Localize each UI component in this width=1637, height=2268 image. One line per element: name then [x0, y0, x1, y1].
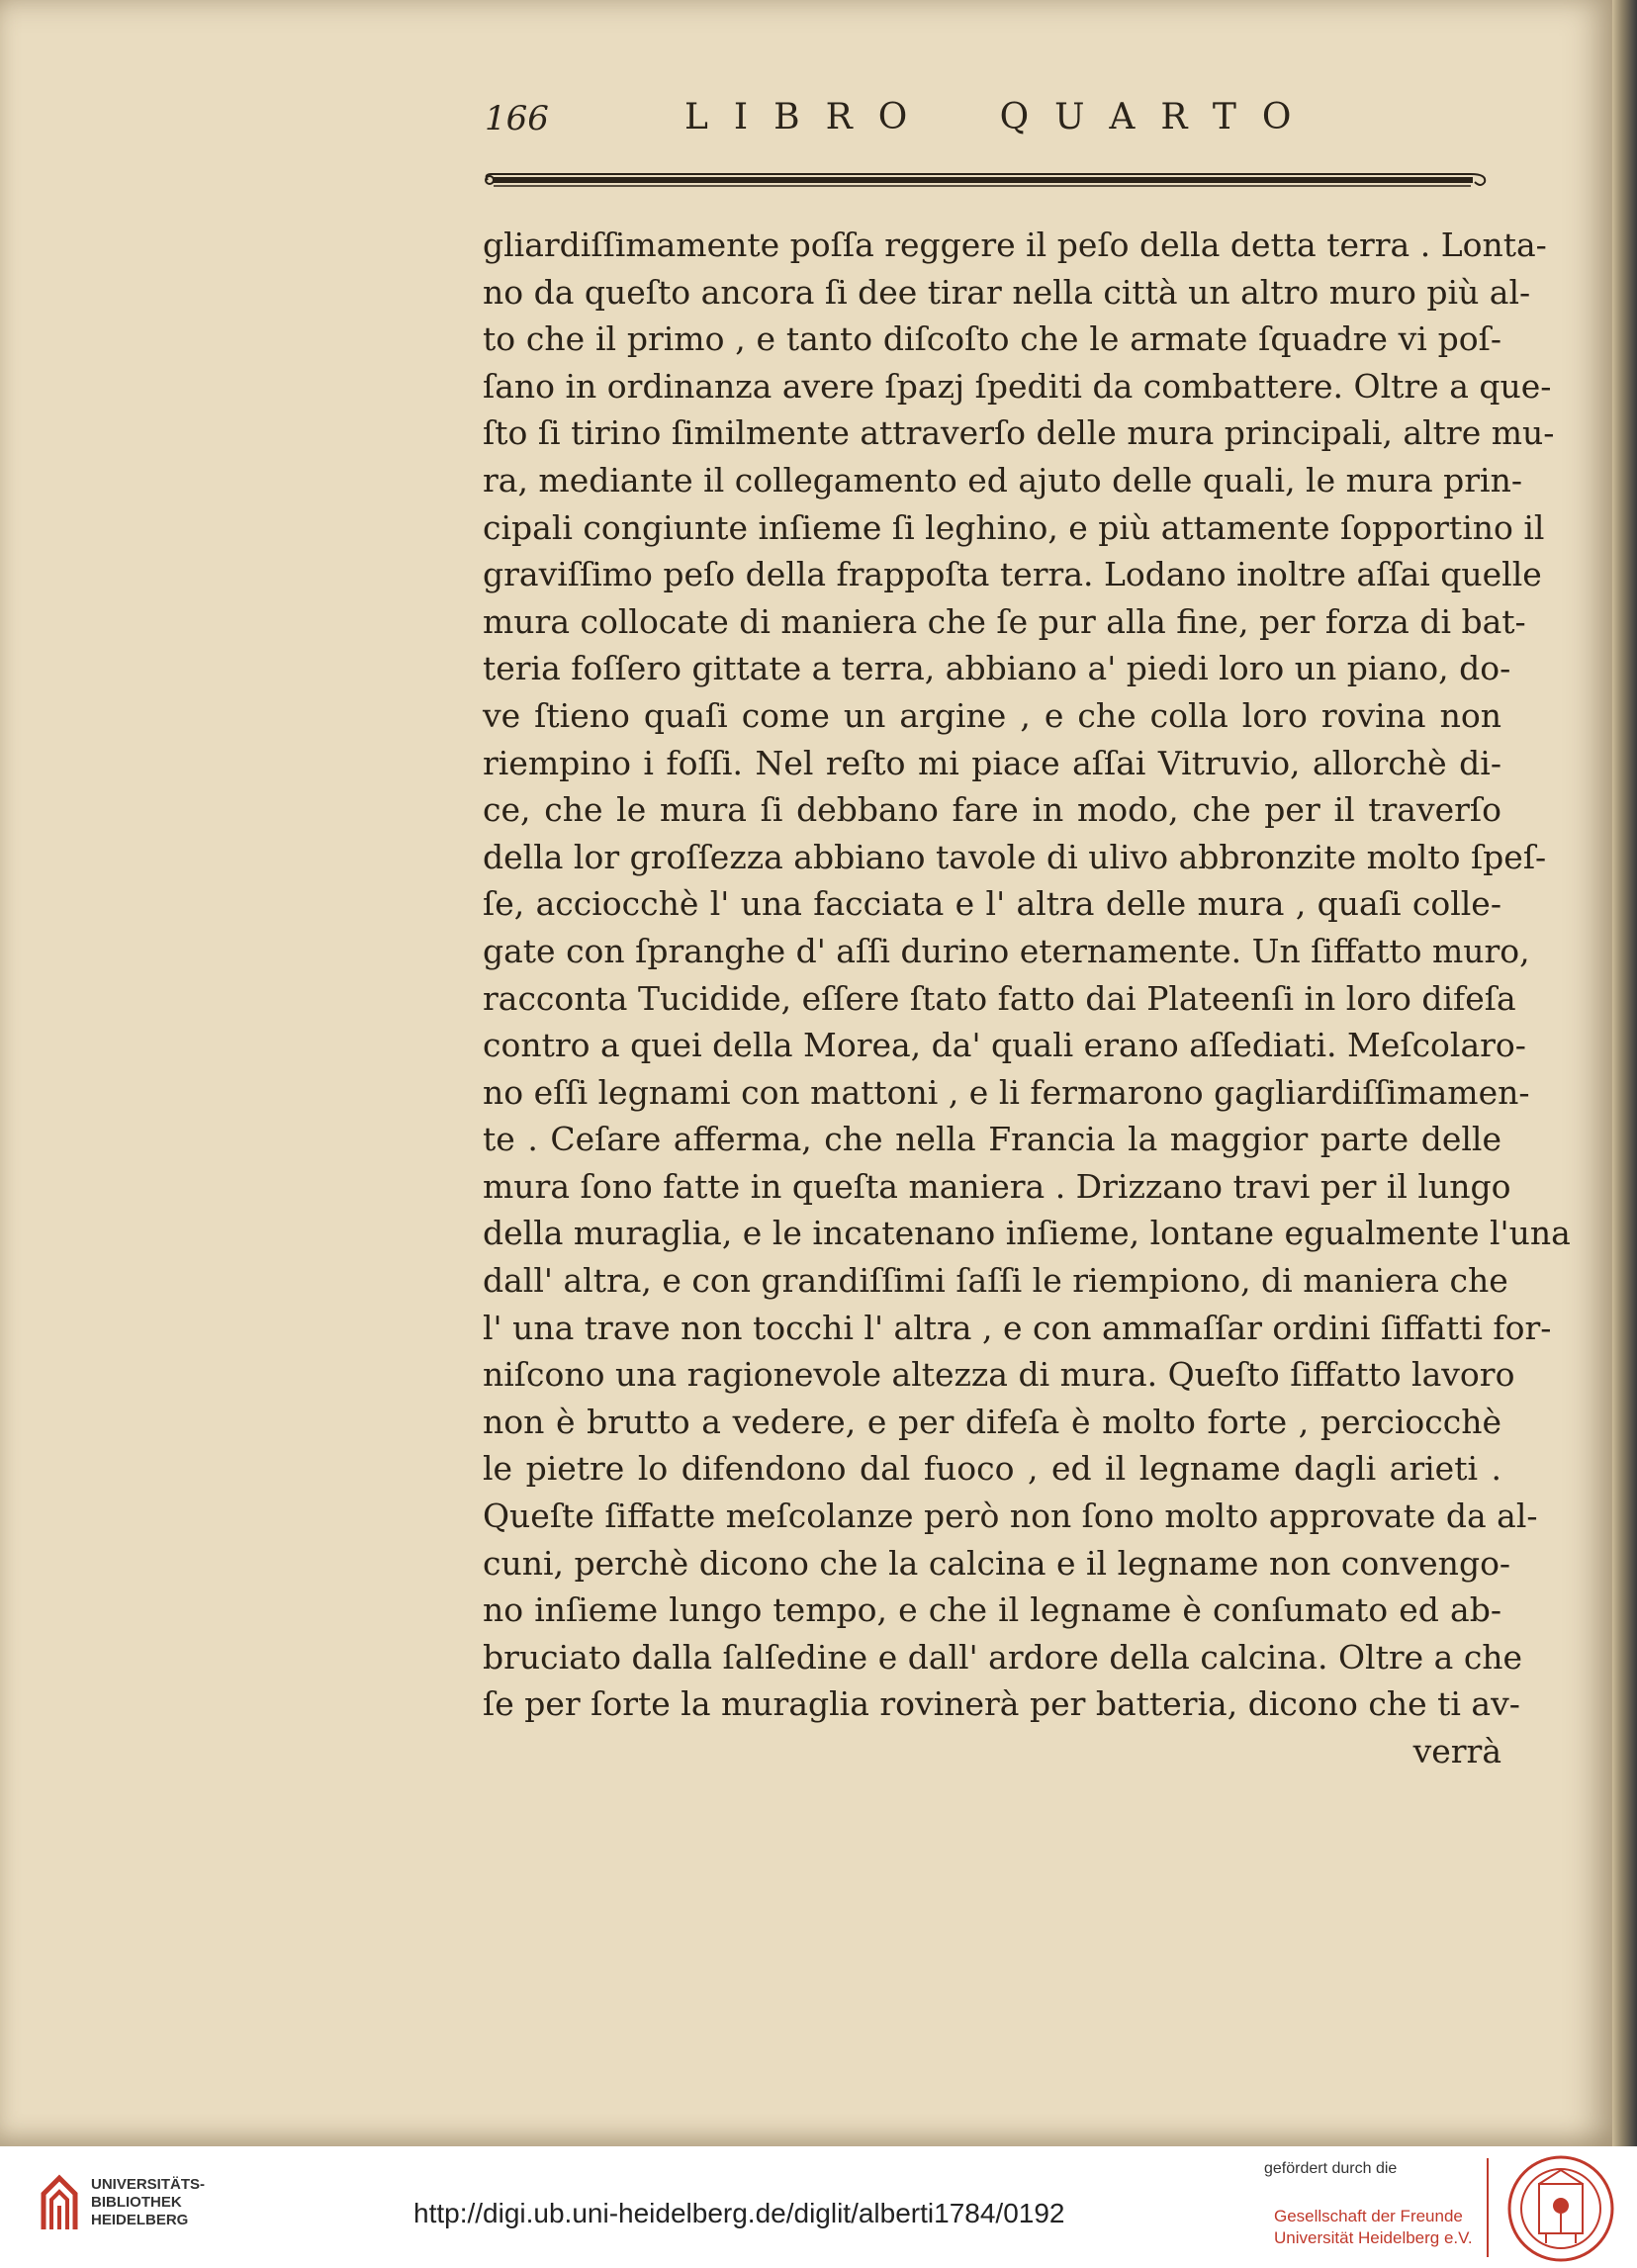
running-title: LIBRO QUARTO [684, 97, 1318, 137]
permalink-url[interactable]: http://digi.ub.uni-heidelberg.de/diglit/alberti1784/0192 [413, 2198, 1065, 2228]
text-line: no eſſi legnami con mattoni , e li fermarono gagliardiſſimamen- [483, 1072, 1530, 1112]
text-line: teria foſſero gittate a terra, abbiano a' piedi loro un piano, do- [483, 649, 1511, 688]
footer-divider [1487, 2158, 1489, 2257]
text-line: cipali congiunte inſieme ſi leghino, e più attamente ſopportino il [483, 507, 1545, 547]
text-line: ra, mediante il collegamento ed ajuto delle quali, le mura prin- [483, 460, 1522, 499]
text-line: te . Ceſare afferma, che nella Francia la maggior parte delle [483, 1120, 1501, 1159]
text-line: niſcono una ragionevole altezza di mura. Queſto ſiffatto lavoro [483, 1355, 1515, 1395]
text-line: Queſte ſiffatte meſcolanze però non ſono molto approvate da al- [483, 1497, 1538, 1536]
text-line: graviſſimo peſo della frappoſta terra. Lodano inoltre aſſai quelle [483, 555, 1542, 594]
university-seal-icon [1506, 2154, 1615, 2263]
text-line: non è brutto a vedere, e per difeſa è molto forte , perciocchè [483, 1402, 1501, 1441]
text-line: riempino i foſſi. Nel reſto mi piace aſſai Vitruvio, allorchè di- [483, 743, 1501, 782]
sponsor-label: gefördert durch die [1264, 2160, 1398, 2177]
university-library-logo-icon [40, 2174, 81, 2233]
text-line: ve ſtieno quaſi come un argine , e che colla loro rovina non [483, 695, 1501, 735]
sponsor-name [1274, 2206, 1473, 2249]
text-line: dall' altra, e con grandiſſimi ſaſſi le riempiono, di maniera che [483, 1261, 1508, 1301]
page-edge [1612, 0, 1637, 2146]
text-line: cuni, perchè dicono che la calcina e il legname non convengo- [483, 1543, 1511, 1583]
library-name [91, 2176, 205, 2229]
text-line: bruciato dalla ſalſedine e dall' ardore della calcina. Oltre a che [483, 1637, 1523, 1677]
library-name-line: BIBLIOTHEK [91, 2194, 182, 2211]
text-line: to che il primo , e tanto diſcoſto che le armate ſquadre vi poſ- [483, 319, 1501, 359]
page-header [475, 91, 1503, 150]
library-name-line: UNIVERSITÄTS- [91, 2176, 206, 2193]
library-name-line: HEIDELBERG [91, 2212, 189, 2228]
text-line: le pietre lo difendono dal fuoco , ed il legname dagli arieti . [483, 1449, 1501, 1489]
text-line: ſto ſi tirino ſimilmente attraverſo delle mura principali, altre mu- [483, 413, 1555, 453]
text-line: gate con ſpranghe d' aſſi durino eternamente. Un ſiffatto muro, [483, 931, 1530, 970]
text-line: ſe, acciocchè l' una facciata e l' altra delle mura , quaſi colle- [483, 884, 1501, 924]
text-line: mura ſono fatte in queſta maniera . Drizzano travi per il lungo [483, 1166, 1511, 1206]
text-line: della muraglia, e le incatenano inſieme, lontane egualmente l'una [483, 1214, 1571, 1253]
text-line: ſano in ordinanza avere ſpazj ſpediti da combattere. Oltre a que- [483, 366, 1552, 406]
page-number: 166 [485, 99, 549, 138]
text-line: l' una trave non tocchi l' altra , e con ammaſſar ordini ſiffatti for- [483, 1308, 1552, 1347]
text-line: mura collocate di maniera che ſe pur alla fine, per forza di bat- [483, 601, 1526, 641]
body-text [483, 222, 1571, 1775]
text-line: contro a quei della Morea, da' quali erano aſſediati. Meſcolaro- [483, 1026, 1526, 1065]
ornamental-rule [482, 170, 1491, 190]
text-line: racconta Tucidide, eſſere ſtato fatto dai Plateenſi in loro difeſa [483, 978, 1516, 1018]
text-line: ſe per ſorte la muraglia rovinerà per batteria, dicono che ti av- [483, 1684, 1520, 1724]
sponsor-name-line: Universität Heidelberg e.V. [1274, 2228, 1473, 2247]
text-line: ce, che le mura ſi debbano fare in modo, che per il traverſo [483, 790, 1501, 830]
text-line: verrà [1412, 1732, 1501, 1770]
viewer-footer [0, 2146, 1637, 2268]
text-line: della lor groſſezza abbiano tavole di ulivo abbronzite molto ſpeſ- [483, 837, 1547, 876]
text-line: no da queſto ancora ſi dee tirar nella città un altro muro più al- [483, 272, 1531, 312]
text-line: no inſieme lungo tempo, e che il legname è conſumato ed ab- [483, 1590, 1501, 1630]
sponsor-name-line: Gesellschaft der Freunde [1274, 2207, 1463, 2225]
text-line: gliardiſſimamente poſſa reggere il peſo della detta terra . Lonta- [483, 226, 1547, 264]
